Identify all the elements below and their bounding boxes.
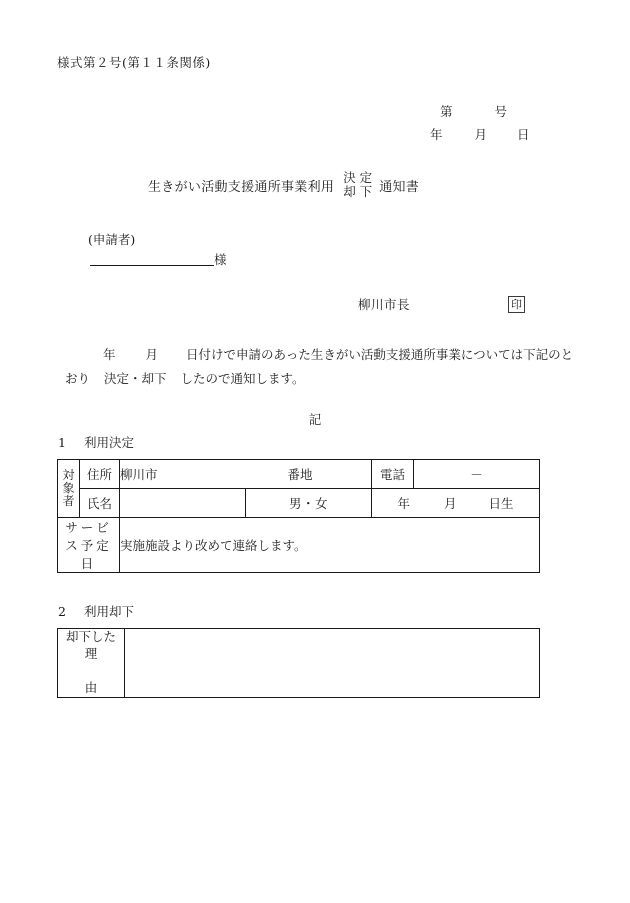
rejection-reason-key-line2 (58, 646, 124, 697)
seal-icon: 印 (508, 296, 525, 313)
body-line2-a: 下記のとおり (65, 347, 574, 387)
title-option-decision: 決 定 (343, 170, 373, 185)
document-title (148, 171, 419, 199)
name-key: 氏名 (80, 489, 120, 518)
body-line2-options: 決定・却下 (104, 371, 167, 387)
birth-year: 年 (397, 496, 410, 511)
rejection-reason-key-line2-a: 理 (84, 645, 98, 661)
body-line1-rest: 日付けで申請のあった生きがい活動支援通所事業については (186, 347, 524, 362)
title-option-rejection: 却 下 (343, 184, 373, 199)
applicant-label: (申請者) (88, 232, 136, 247)
name-value[interactable] (120, 489, 246, 518)
address-value[interactable] (120, 460, 372, 489)
address-key: 住所 (80, 460, 120, 489)
birth-day: 日生 (488, 496, 514, 511)
table-row (58, 460, 540, 489)
section-1-number: 1 (58, 435, 66, 450)
ki-marker: 記 (308, 412, 322, 427)
applicant-name-line (90, 250, 227, 268)
rejection-reason-key-line2-b: 由 (84, 679, 98, 695)
document-date-line (430, 125, 530, 143)
service-date-value[interactable]: 実施施設より改めて連絡します。 (120, 518, 540, 573)
document-date-day: 日 (517, 127, 530, 142)
title-main-text: 生きがい活動支援通所事業利用 (148, 179, 335, 195)
document-date-year: 年 (430, 127, 443, 142)
rejection-reason-key-line1: 却下した (65, 629, 116, 644)
title-decision-options (343, 171, 372, 199)
decision-table (57, 459, 540, 573)
rejection-reason-key (58, 629, 125, 698)
target-person-label (58, 460, 80, 518)
target-label-char-1: 対 (62, 468, 75, 483)
form-number: 様式第２号(第１１条関係) (57, 55, 211, 70)
issuer-line (358, 295, 525, 313)
telephone-value[interactable]: － (414, 460, 540, 489)
section-2-heading (58, 602, 134, 620)
section-1-heading (58, 433, 134, 451)
issuer-name: 柳川市長 (358, 297, 411, 312)
birth-month: 月 (443, 496, 457, 511)
applicant-honorific: 様 (214, 252, 227, 267)
body-year: 年 (103, 347, 116, 362)
document-date-month: 月 (474, 127, 488, 142)
table-row (58, 518, 540, 573)
address-banchi: 番地 (287, 467, 313, 482)
section-2-number: 2 (58, 604, 66, 619)
rejection-table (57, 628, 540, 698)
section-2-title: 利用却下 (84, 604, 135, 619)
body-month: 月 (145, 347, 159, 362)
service-date-key: サービス予定日 (58, 518, 120, 573)
target-label-char-3: 者 (62, 493, 75, 508)
title-tail-text: 通知書 (379, 179, 420, 195)
document-number-suffix: 号 (494, 104, 508, 119)
table-row (58, 629, 540, 698)
body-line2-c: したので通知します。 (180, 371, 305, 387)
section-1-title: 利用決定 (84, 435, 135, 450)
document-number-prefix: 第 (440, 104, 453, 119)
rejection-reason-value[interactable] (125, 629, 540, 698)
document-number-line (440, 102, 507, 120)
table-row (58, 489, 540, 518)
sex-value[interactable]: 男・女 (246, 489, 372, 518)
applicant-name-blank[interactable] (90, 250, 214, 266)
birthdate-value[interactable] (372, 489, 540, 518)
body-paragraph (65, 343, 575, 392)
target-label-char-2: 象 (62, 481, 75, 496)
address-city: 柳川市 (120, 467, 158, 482)
telephone-key: 電話 (372, 460, 414, 489)
